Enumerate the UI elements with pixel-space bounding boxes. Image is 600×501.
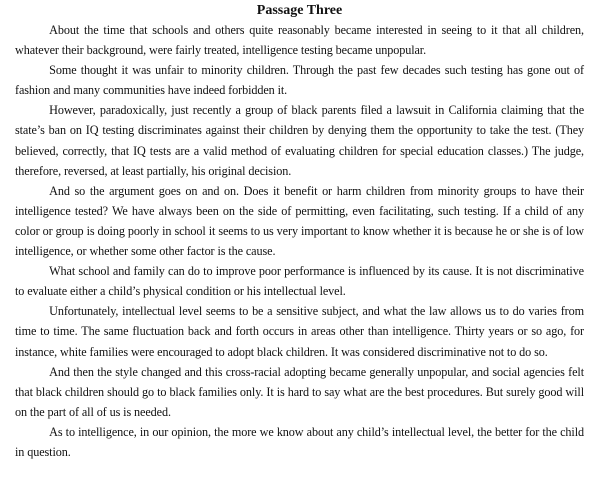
passage-page: [15, 2, 584, 462]
paragraph-8: As to intelligence, in our opinion, the more we know about any child’s intellectual level, the better for the child in question.: [15, 424, 584, 459]
paragraph-6: Unfortunately, intellectual level seems to be a sensitive subject, and what the law allows us to do varies from time to time. The same fluctuation back and forth occurs in areas other than intelligence. Thirty years or so ago, for instance, white families were encouraged to adopt black children. It was considered discriminative not to do so.: [15, 304, 584, 359]
paragraph-7: And then the style changed and this cross-racial adopting became generally unpopular, and social agencies felt that black children should go to black families only. It is hard to say what are the best procedures. But surely good will on the part of all of us is needed.: [15, 364, 584, 419]
paragraph-5: What school and family can do to improve poor performance is influenced by its cause. It is not discriminative to evaluate either a child’s physical condition or his intellectual level.: [15, 264, 584, 299]
passage-title: Passage Three: [256, 3, 343, 18]
paragraph-1: About the time that schools and others quite reasonably became interested in seeing to it that all children, whatever their background, were fairly treated, intelligence testing became unpopular.: [15, 23, 584, 58]
paragraph-2: Some thought it was unfair to minority children. Through the past few decades such testing has gone out of fashion and many communities have indeed forbidden it.: [15, 63, 584, 98]
paragraph-3: However, paradoxically, just recently a group of black parents filed a lawsuit in California claiming that the state’s ban on IQ testing discriminates against their children by denying them the opportunity to take the test. (They believed, correctly, that IQ tests are a valid method of evaluating children for special education classes.) The judge, therefore, reversed, at least partially, his original decision.: [15, 103, 584, 178]
paragraph-4: And so the argument goes on and on. Does it benefit or harm children from minority groups to have their intelligence tested? We have always been on the side of permitting, even facilitating, such testing. If a child of any color or group is doing poorly in school it seems to us very important to know whether it is because he or she is of low intelligence, or whether some other factor is the cause.: [15, 183, 584, 259]
